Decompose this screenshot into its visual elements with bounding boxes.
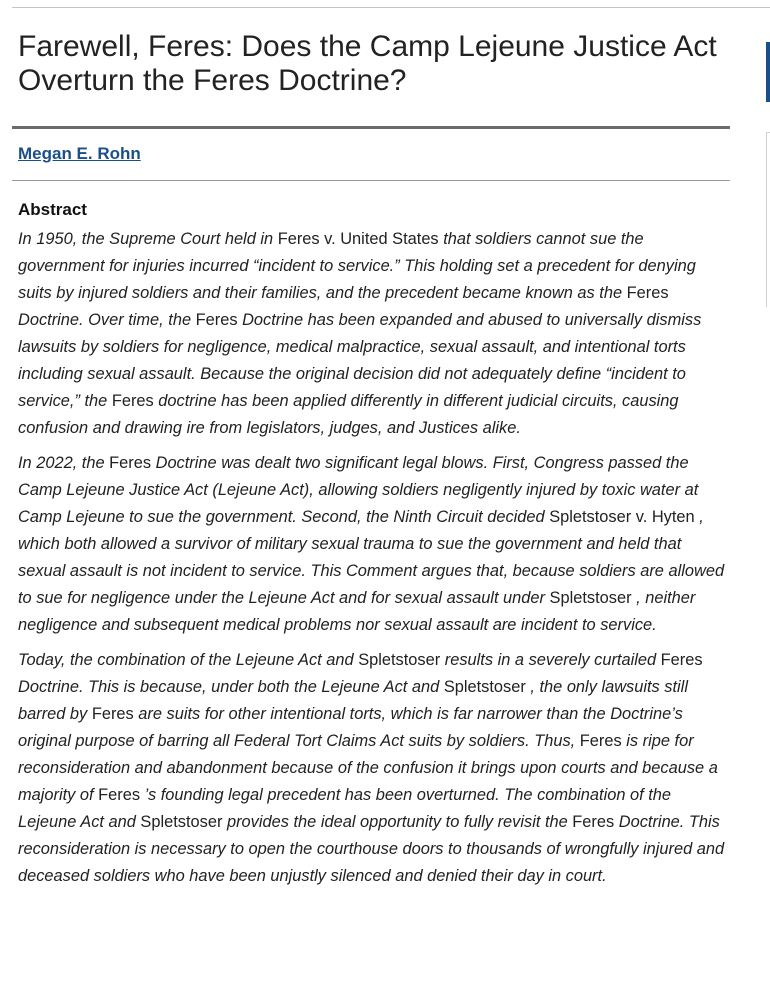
abstract-run: that soldiers cannot sue the government for injuries incurred “incident to service.” This holding set a precedent for denying suits by injured soldiers and their families, and the precedent became known as the (18, 230, 696, 302)
author-link[interactable]: Megan E. Rohn (18, 144, 141, 163)
abstract-run: Doctrine has been expanded and abused to universally dismiss lawsuits by soldiers for negligence, medical malpractice, sexual assault, and intentional torts including sexual assault. Because the original decision did not adequately define “incident to service,” the (18, 311, 702, 410)
abstract-paragraph (18, 226, 730, 442)
article-title: Farewell, Feres: Does the Camp Lejeune Justice Act Overturn the Feres Doctrine? (18, 30, 717, 97)
side-panel-accent (766, 42, 770, 102)
abstract-run: Spletstoser (140, 813, 223, 831)
abstract-run: , which both allowed a survivor of military sexual trauma to sue the government and held that sexual assault is not incident to service. This Comment argues that, because soldiers are allowed to sue for negligence under the Lejeune Act and for sexual assault under (18, 508, 725, 607)
abstract-run: Today, the combination of the Lejeune Act and (18, 651, 359, 669)
abstract-run: In 1950, the Supreme Court held in (18, 230, 278, 248)
abstract-run: Feres (109, 454, 152, 472)
abstract-heading: Abstract (18, 200, 87, 219)
abstract-run: Feres (572, 813, 615, 831)
abstract-run: are suits for other intentional torts, which is far narrower than the Doctrine’s original purpose of barring all Federal Tort Claims Act suits by soldiers. Thus, (18, 705, 683, 750)
abstract-paragraph (18, 450, 730, 639)
abstract-run: Spletstoser (549, 589, 632, 607)
abstract-run: Feres (98, 786, 141, 804)
side-panel-edge (766, 132, 770, 307)
abstract-run: provides the ideal opportunity to fully revisit the (226, 813, 573, 831)
abstract-run: Spletstoser v. Hyten (549, 508, 695, 526)
abstract-run: , the only lawsuits still barred by (18, 678, 688, 723)
author-divider (12, 180, 730, 181)
abstract-run: , neither negligence and subsequent medical problems nor sexual assault are incident to service. (18, 589, 696, 634)
abstract-run: In 2022, the (18, 454, 110, 472)
abstract-run: Spletstoser (443, 678, 526, 696)
abstract-body (18, 226, 730, 898)
abstract-run: Doctrine was dealt two significant legal blows. First, Congress passed the Camp Lejeune Justice Act (Lejeune Act), allowing soldiers negligently injured by toxic water at Camp Lejeune to sue the government. Second, the Ninth Circuit decided (18, 454, 699, 526)
abstract-run: Feres (579, 732, 622, 750)
abstract-run: results in a severely curtailed (444, 651, 661, 669)
abstract-run: Spletstoser (358, 651, 441, 669)
abstract-run: Doctrine. This reconsideration is necessary to open the courthouse doors to thousands of wrongfully injured and deceased soldiers who have been unjustly silenced and denied their day in court. (18, 813, 725, 885)
abstract-run: Feres (660, 651, 703, 669)
abstract-paragraph (18, 647, 730, 890)
abstract-run: Doctrine. This is because, under both the Lejeune Act and (18, 678, 444, 696)
abstract-run: is ripe for reconsideration and abandonment because of the confusion it brings upon courts and because a majority of (18, 732, 718, 804)
abstract-run: Feres (626, 284, 669, 302)
abstract-run: Feres (111, 392, 154, 410)
title-divider (12, 126, 730, 129)
abstract-run: Feres (91, 705, 134, 723)
abstract-run: ’s founding legal precedent has been overturned. The combination of the Lejeune Act and (18, 786, 672, 831)
abstract-run: doctrine has been applied differently in different judicial circuits, causing confusion and drawing ire from legislators, judges, and Justices alike. (18, 392, 679, 437)
abstract-run: Feres v. United States (277, 230, 439, 248)
abstract-run: Doctrine. Over time, the (18, 311, 196, 329)
top-divider (12, 7, 770, 8)
abstract-run: Feres (195, 311, 238, 329)
